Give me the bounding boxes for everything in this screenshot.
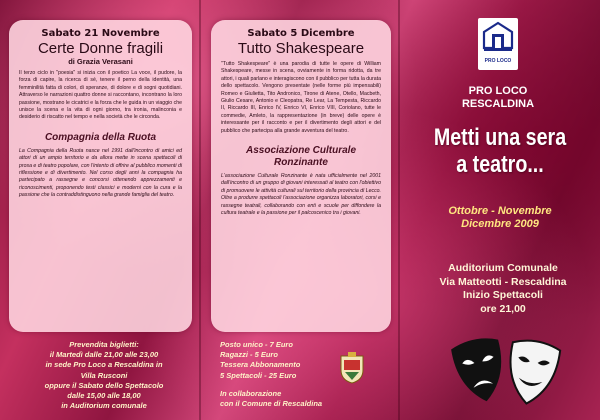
event-period: Ottobre - Novembre Dicembre 2009	[448, 205, 552, 230]
presale-line: oppure il Sabato dello Spettacolo	[44, 380, 164, 390]
spacer	[220, 381, 335, 389]
collaboration-line: In collaborazione	[220, 388, 282, 398]
middle-description: "Tutto Shakespeare" è una parodia di tutte le opere di William Shakespeare, messe in scena, ovviamente in forma ridotta, da tre attori, i quali parlano e interagiscono con il pubblico per tutta la durata dello spettacolo. Vengono presentate (nelle forme più impensabili) Romeo e Giulietta, Tito Andronico, Tirone di Atene, Otello, Macbeth, Giulio Cesare, Antonio e Cleopatra, Re Lear, La Tempesta, Riccardo II, Riccardo III, Enrico IV, Enrico VI, Enrico VIII, Coriolano, tutte le commedie, Amleto, la rappresentazione (in breve) delle opere è interessante per il racconto e per il divertimento degli attori e del pubblico che partecipa alla grande avventura del teatro.	[221, 61, 381, 134]
middle-panel	[211, 20, 391, 332]
venue-info	[418, 262, 588, 316]
venue-address: Via Matteotti - Rescaldina	[439, 275, 567, 288]
price-line: Ragazzi - 5 Euro	[220, 350, 278, 360]
fold-line-left	[199, 0, 201, 420]
company-name: Compagnia della Ruota	[44, 131, 157, 143]
middle-title: Tutto Shakespeare	[237, 40, 365, 57]
presale-line: dalle 15,00 alle 18,00	[67, 391, 141, 401]
association-name: Associazione Culturale Ronzinante	[245, 145, 357, 169]
presale-line: in Auditorium comunale	[61, 401, 147, 411]
left-date: Sabato 21 Novembre	[41, 28, 160, 39]
presale-line: Prevendita biglietti:	[69, 340, 139, 349]
show-start-time: ore 21,00	[480, 302, 526, 315]
fold-line-right	[398, 0, 400, 420]
left-description: Il terzo ciclo in "poesia" si inizia con il poetico La voce, il pudore, la forza di capire, la ricerca di sé, tenere il perno della identità, una femminilità fatta di colori, di speranze, di dolore e di sogni quotidiani. Attraverso le narrazioni quattro donne si raccontano, incontrano la loro passione, mostrano le cicatrici e la forza che le guida in un viaggio che unisce la scena e la vita di ogni giorno, tra ironia, malinconia e desiderio di riscatto nel tempo e nella società che le circonda.	[19, 70, 182, 121]
left-author: di Grazia Verasani	[68, 57, 133, 66]
presale-line: in sede Pro Loco a Rescaldina in	[45, 360, 163, 370]
left-title: Certe Donne fragili	[37, 40, 164, 57]
headline: Metti una sera a teatro...	[433, 124, 567, 178]
presale-line: Villa Rusconi	[80, 370, 128, 380]
association-description: L'associazione Culturale Ronzinante è nata ufficialmente nel 2001 dall'incontro di un gruppo di giovani interessati al teatro con l'obiettivo di promuovere le attività culturali sul territorio della provincia di Lecco. Oltre a produrre spettacoli l'associazione organizza laboratori, corsi e rassegne teatrali, collaborando con enti e scuole per diffondere la cultura teatrale e la passione per il palcoscenico tra i giovani.	[221, 173, 381, 217]
price-line: Tessera Abbonamento	[220, 360, 301, 370]
theatre-masks-icon	[448, 330, 566, 414]
venue-name: Auditorium Comunale	[448, 262, 558, 274]
company-description: La Compagnia della Ruota nasce nel 1991 dall'incontro di amici ed attori di un ampio territorio e da allora mette in scena spettacoli di prosa e di teatro popolare, con l'intento di offrire al pubblico momenti di riflessione e di divertimento. Nel corso degli anni la compagnia ha partecipato a rassegne e concorsi ottenendo apprezzamenti e riconoscimenti, proponendo testi classici e moderni con la cura e la passione che la contraddistinguono nella grande famiglia del teatro.	[19, 147, 182, 199]
organizer-name: PRO LOCO RESCALDINA	[461, 85, 535, 110]
show-start-label: Inizio Spettacoli	[463, 289, 543, 301]
price-info	[220, 340, 335, 409]
left-panel	[9, 20, 192, 332]
collaboration-line: con il Comune di Rescaldina	[220, 399, 323, 409]
comune-crest-icon	[339, 350, 365, 384]
pro-loco-logo-label: PRO LOCO	[484, 58, 512, 64]
presale-info	[14, 340, 194, 411]
price-line: 5 Spettacoli - 25 Euro	[220, 370, 297, 380]
presale-line: il Martedì dalle 21,00 alle 23,00	[49, 350, 159, 360]
price-line: Posto unico - 7 Euro	[220, 340, 293, 349]
middle-date: Sabato 5 Dicembre	[247, 28, 355, 39]
